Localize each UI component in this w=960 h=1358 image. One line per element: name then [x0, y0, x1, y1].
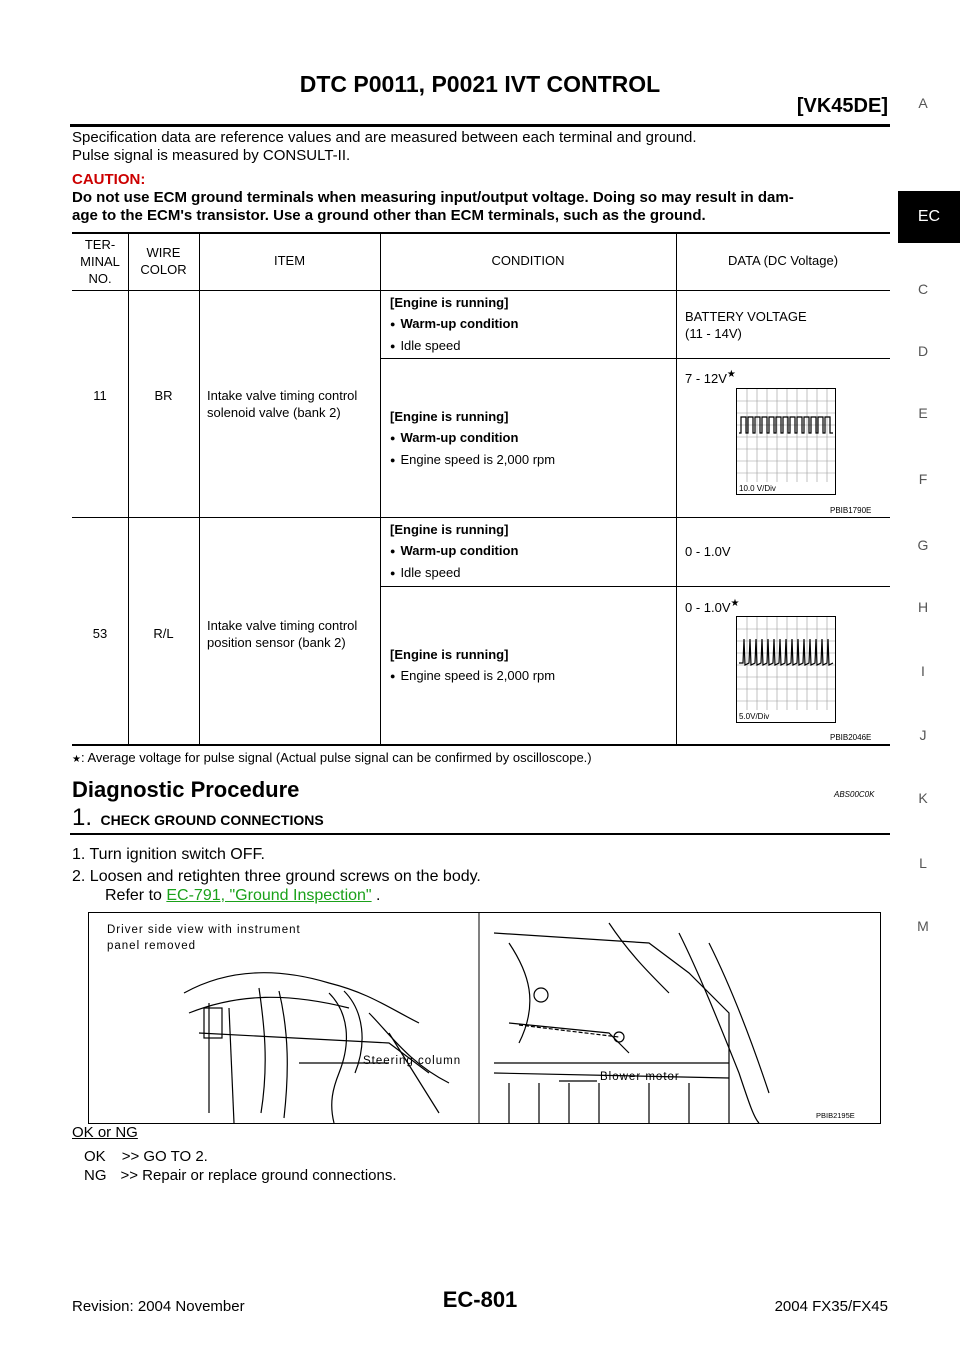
caution-label: CAUTION:	[72, 171, 146, 188]
tab-h[interactable]: H	[917, 599, 929, 615]
table-footnote: ★: Average voltage for pulse signal (Actual pulse signal can be confirmed by oscilloscope.)	[72, 750, 592, 765]
figure-caption-2: panel removed	[107, 940, 197, 952]
footer-page-number: EC-801	[442, 1287, 518, 1312]
tab-a[interactable]: A	[918, 95, 928, 111]
step-item-1: 1. Turn ignition switch OFF.	[72, 846, 265, 863]
scope-2-scale-label: 5.0V/Div	[739, 712, 770, 721]
page-subtitle: [VK45DE]	[796, 95, 888, 117]
tab-g[interactable]: G	[917, 537, 929, 553]
header-item: ITEM	[273, 253, 306, 268]
data-r1b: 7 - 12V★	[685, 369, 736, 386]
tab-f[interactable]: F	[918, 471, 928, 487]
tab-d[interactable]: D	[917, 343, 929, 359]
blower-motor-label: Blower motor	[600, 1071, 680, 1083]
section-heading: Diagnostic Procedure	[72, 777, 300, 802]
footer-revision: Revision: 2004 November	[72, 1298, 245, 1315]
condition-r2b: [Engine is running] ● Engine speed is 2,000 rpm	[390, 646, 555, 685]
tab-i[interactable]: I	[921, 663, 925, 679]
ground-screws-figure	[88, 912, 881, 1124]
step-header: 1. CHECK GROUND CONNECTIONS	[72, 804, 324, 831]
data-r2b: 0 - 1.0V★	[685, 598, 740, 615]
tab-j[interactable]: J	[919, 727, 927, 743]
condition-r1b: [Engine is running] ● Warm-up condition ● Engine speed is 2,000 rpm	[390, 408, 555, 469]
tab-ec[interactable]: EC	[898, 191, 960, 243]
page-title: DTC P0011, P0021 IVT CONTROL	[299, 71, 661, 97]
footer-model: 2004 FX35/FX45	[774, 1298, 888, 1315]
figure-code: PBIB2195E	[816, 1111, 855, 1120]
header-data: DATA (DC Voltage)	[727, 253, 839, 268]
wire-rl: R/L	[153, 626, 174, 641]
header-wire-color: WIRE COLOR	[140, 245, 187, 277]
intro-line-2: Pulse signal is measured by CONSULT-II.	[72, 147, 351, 164]
ok-result: OK >> GO TO 2.	[84, 1148, 208, 1165]
tab-e[interactable]: E	[918, 405, 928, 421]
step-rule	[70, 833, 890, 835]
header-condition: CONDITION	[491, 253, 565, 268]
scope-1-code: PBIB1790E	[830, 506, 872, 515]
item-position-sensor: Intake valve timing control position sensor (bank 2)	[207, 618, 358, 650]
wire-br: BR	[154, 388, 173, 403]
intro-line-1: Specification data are reference values and are measured between each terminal and ground.	[72, 129, 697, 146]
ok-ng-label: OK or NG	[72, 1124, 138, 1141]
tab-k[interactable]: K	[918, 790, 928, 806]
item-solenoid: Intake valve timing control solenoid valve (bank 2)	[207, 388, 358, 420]
ng-result: NG >> Repair or replace ground connections.	[84, 1167, 397, 1184]
header-terminal: TER- MINAL NO.	[80, 237, 120, 286]
average-star-icon: ★	[72, 754, 81, 765]
caution-line-1: Do not use ECM ground terminals when measuring input/output voltage. Doing so may result in dam-	[72, 189, 794, 206]
terminal-table	[72, 232, 890, 746]
terminal-53: 53	[92, 626, 108, 641]
title-rule	[70, 124, 890, 127]
oscilloscope-waveform-2	[736, 616, 836, 723]
average-star-icon: ★	[730, 598, 740, 609]
average-star-icon: ★	[726, 369, 736, 380]
condition-r2a: [Engine is running] ● Warm-up condition ● Idle speed	[390, 521, 518, 582]
steering-column-label: Steering column	[363, 1055, 462, 1067]
figure-caption-1: Driver side view with instrument	[107, 924, 301, 936]
step-item-2: 2. Loosen and retighten three ground screws on the body.	[72, 868, 481, 885]
ground-inspection-link[interactable]: EC-791, "Ground Inspection"	[166, 887, 372, 904]
data-r2a: 0 - 1.0V	[685, 544, 731, 559]
condition-r1a: [Engine is running] ● Warm-up condition ● Idle speed	[390, 294, 518, 355]
terminal-11: 11	[93, 388, 107, 403]
tab-l[interactable]: L	[919, 855, 927, 871]
tab-c[interactable]: C	[917, 281, 929, 297]
oscilloscope-waveform-1	[736, 388, 836, 495]
scope-1-scale-label: 10.0 V/Div	[739, 484, 776, 493]
data-r1a: BATTERY VOLTAGE (11 - 14V)	[685, 309, 807, 341]
scope-2-code: PBIB2046E	[830, 733, 872, 742]
refer-line: Refer to EC-791, "Ground Inspection" .	[105, 887, 381, 904]
caution-line-2: age to the ECM's transistor. Use a ground other than ECM terminals, such as the ground.	[72, 207, 706, 224]
tab-m[interactable]: M	[917, 918, 929, 934]
section-code: ABS00C0K	[834, 790, 875, 799]
